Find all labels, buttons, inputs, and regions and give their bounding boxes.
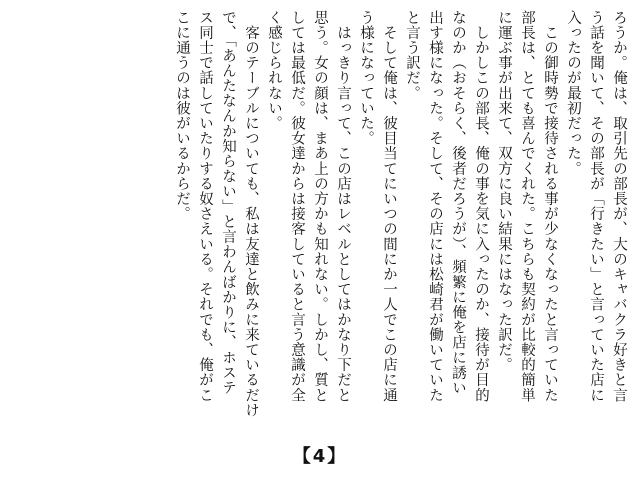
text-line: う様になっていた。 (358, 10, 374, 146)
vertical-text-body (10, 10, 630, 436)
text-line: 出す様になった。そして、その店には松崎君が働いていた (427, 10, 443, 403)
text-line: ス同士で話していたりする奴さえいる。それでも、俺がこ (197, 10, 213, 403)
text-line: なのか（おそらく、後者だろうが）、頻繁に俺を店に誘い (450, 10, 466, 396)
text-line: しかしこの部長、俺の事を気に入ったのか、接待が目的 (473, 10, 489, 403)
text-line: に運ぶ事が出来て、双方に良い結果にはなった訳だ。 (496, 10, 512, 373)
text-line: 思う。女の顔は、まあ上の方かも知れない。しかし、質と (312, 10, 328, 403)
text-line: 入ったのが最初だった。 (565, 10, 581, 177)
text-line: ろうか。俺は、取引先の部長が、大のキャバクラ好きと言 (611, 10, 627, 403)
text-line: 客のテーブルについても、私は友達と飲みに来ているだけ (243, 10, 259, 418)
text-line: う話を聞いて、その部長が「行きたい」と言っていた店に (588, 10, 604, 403)
text-line: で、「あんたなんか知らない」と言わんばかりに、ホステ (220, 10, 236, 396)
text-line: この御時勢で接待される事が少なくなったと言っていた (542, 10, 558, 403)
text-line: しては最低だ。彼女達からは接客していると言う意識が全 (289, 10, 305, 403)
text-line: はっきり言って、この店はレベルとしてはかなり下だと (335, 10, 351, 403)
text-line: と言う訳だ。 (404, 10, 420, 101)
text-line: 部長は、とても喜んでくれた。こちらも契約が比較的簡単 (519, 10, 535, 403)
text-line: そして俺は、彼目当てにいつの間にか一人でこの店に通 (381, 10, 397, 403)
text-line: く感じられない。 (266, 10, 282, 131)
text-line: こに通うのは彼がいるからだ。 (174, 10, 190, 222)
page-number: 【4】 (292, 446, 348, 467)
